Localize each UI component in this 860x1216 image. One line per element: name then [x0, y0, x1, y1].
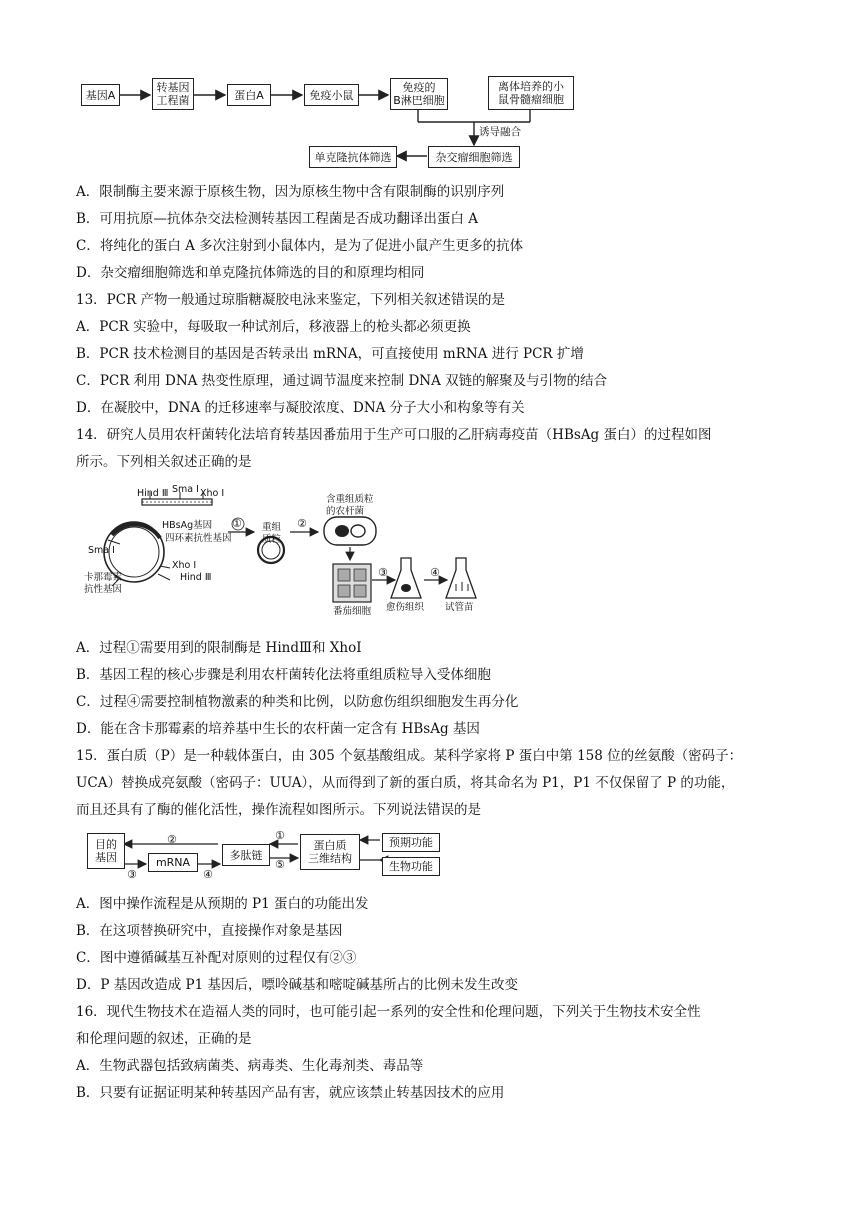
- q14-stem-2: 所示。下列相关叙述正确的是: [76, 454, 252, 470]
- polypeptide-box: 多肽链: [222, 844, 270, 866]
- q16-stem-1: 16．现代生物技术在造福人类的同时，也可能引起一系列的安全性和伦理问题，下列关于生物技术安全性: [76, 1004, 701, 1020]
- transgenic-label-1: 转基因: [156, 81, 190, 94]
- b-cell-box: [390, 78, 448, 110]
- q15-option-c: C．图中遵循碱基互补配对原则的过程仅有②③: [76, 950, 357, 966]
- xho1-b-label: Xho Ⅰ: [172, 560, 197, 571]
- q12-option-a: A．限制酶主要来源于原核生物，因为原核生物中含有限制酶的识别序列: [76, 184, 505, 200]
- q14-option-b: B．基因工程的核心步骤是利用农杆菌转化法将重组质粒导入受体细胞: [76, 667, 491, 683]
- q12-option-c: C．将纯化的蛋白 A 多次注射到小鼠体内，是为了促进小鼠产生更多的抗体: [76, 238, 524, 254]
- recomb-plasmid-label-1: 重组: [262, 522, 282, 533]
- pe-step-2: ②: [167, 833, 177, 846]
- hybridoma-screen-box: 杂交瘤细胞筛选: [428, 146, 520, 168]
- step-2: ②: [297, 517, 307, 530]
- bio-function-box: 生物功能: [382, 857, 440, 876]
- myeloma-box: [488, 76, 574, 110]
- q15-option-d: D．P 基因改造成 P1 基因后，嘌呤碱基和嘧啶碱基所占的比例未发生改变: [76, 977, 518, 993]
- agro-label-1: 含重组质粒: [326, 494, 374, 505]
- transgenic-bacteria-box: [152, 78, 194, 110]
- protein-3d-label-1: 蛋白质: [313, 839, 347, 852]
- q15-stem-3: 而且还具有了酶的催化活性，操作流程如图所示。下列说法错误的是: [76, 802, 481, 818]
- expected-function-box: 预期功能: [382, 833, 440, 852]
- kan-gene-label-1: 卡那霉素: [84, 572, 123, 583]
- pe-step-4: ④: [203, 868, 213, 881]
- myeloma-label-2: 鼠骨髓瘤细胞: [498, 93, 564, 106]
- b-cell-label-1: 免疫的: [402, 81, 436, 94]
- pe-step-5: ⑤: [275, 858, 285, 871]
- q13-option-c: C．PCR 利用 DNA 热变性原理，通过调节温度来控制 DNA 双链的解聚及与引物的结合: [76, 373, 608, 389]
- target-gene-label-2: 基因: [95, 851, 117, 864]
- myeloma-label-1: 离体培养的小: [498, 80, 564, 93]
- protein-a-box: 蛋白A: [227, 84, 271, 106]
- step-4: ④: [430, 566, 440, 579]
- gene-a-box: 基因A: [81, 84, 120, 106]
- q15-stem-1: 15．蛋白质（P）是一种载体蛋白，由 305 个氨基酸组成。某科学家将 P 蛋白中第 158 位的丝氨酸（密码子：: [76, 748, 743, 764]
- q13-stem: 13．PCR 产物一般通过琼脂糖凝胶电泳来鉴定，下列相关叙述错误的是: [76, 292, 506, 308]
- q15-option-b: B．在这项替换研究中，直接操作对象是基因: [76, 923, 343, 939]
- q13-option-b: B．PCR 技术检测目的基因是否转录出 mRNA，可直接使用 mRNA 进行 PCR 扩增: [76, 346, 584, 362]
- sma1-label: Sma Ⅰ: [172, 484, 199, 495]
- hind3-label: Hind Ⅲ: [137, 488, 169, 499]
- q15-option-a: A．图中操作流程是从预期的 P1 蛋白的功能出发: [76, 896, 369, 912]
- q13-option-a: A．PCR 实验中，每吸取一种试剂后，移液器上的枪头都必须更换: [76, 319, 471, 335]
- xho1-label: Xho Ⅰ: [200, 488, 225, 499]
- protein-3d-label-2: 三维结构: [308, 852, 352, 865]
- agro-label-2: 的农杆菌: [326, 506, 365, 517]
- target-gene-label-1: 目的: [95, 838, 117, 851]
- recomb-plasmid-label-2: 质粒: [262, 534, 282, 545]
- sma1-b-label: Sma Ⅰ: [88, 545, 115, 556]
- agro-drawing: [0, 480, 860, 630]
- plantlet-label: 试管苗: [445, 602, 474, 613]
- q16-option-b: B．只要有证据证明某种转基因产品有害，就应该禁止转基因技术的应用: [76, 1085, 505, 1101]
- q14-option-c: C．过程④需要控制植物激素的种类和比例，以防愈伤组织细胞发生再分化: [76, 694, 519, 710]
- protein-3d-box: [300, 834, 360, 870]
- pe-step-1: ①: [275, 829, 285, 842]
- immune-mouse-box: 免疫小鼠: [304, 84, 359, 106]
- hbsag-gene-label: HBsAg基因: [162, 520, 213, 531]
- q12-option-b: B．可用抗原—抗体杂交法检测转基因工程菌是否成功翻译出蛋白 A: [76, 211, 478, 227]
- induce-fusion-label: 诱导融合: [479, 126, 521, 138]
- q12-option-d: D．杂交瘤细胞筛选和单克隆抗体筛选的目的和原理均相同: [76, 265, 425, 281]
- pe-step-3: ③: [127, 868, 137, 881]
- tet-gene-label: 四环素抗性基因: [165, 533, 232, 544]
- step-1: ①: [232, 517, 242, 530]
- b-cell-label-2: B淋巴细胞: [393, 94, 445, 107]
- callus-label: 愈伤组织: [386, 602, 425, 613]
- kan-gene-label-2: 抗性基因: [84, 584, 123, 595]
- q14-option-a: A．过程①需要用到的限制酶是 HindⅢ和 XhoI: [76, 640, 362, 656]
- hind3-b-label: Hind Ⅲ: [180, 572, 212, 583]
- q16-option-a: A．生物武器包括致病菌类、病毒类、生化毒剂类、毒品等: [76, 1058, 424, 1074]
- mab-screen-box: 单克隆抗体筛选: [309, 146, 397, 168]
- step-3: ③: [378, 566, 388, 579]
- transgenic-label-2: 工程菌: [156, 94, 190, 107]
- q13-option-d: D．在凝胶中，DNA 的迁移速率与凝胶浓度、DNA 分子大小和构象等有关: [76, 400, 525, 416]
- target-gene-box: [87, 833, 125, 869]
- q14-option-d: D．能在含卡那霉素的培养基中生长的农杆菌一定含有 HBsAg 基因: [76, 721, 480, 737]
- q14-stem-1: 14．研究人员用农杆菌转化法培育转基因番茄用于生产可口服的乙肝病毒疫苗（HBsAg 蛋白）的过程如图: [76, 427, 712, 443]
- q16-stem-2: 和伦理问题的叙述，正确的是: [76, 1031, 252, 1047]
- mrna-box: mRNA: [148, 853, 198, 872]
- tomato-cell-label: 番茄细胞: [333, 606, 372, 617]
- q15-stem-2: UCA）替换成亮氨酸（密码子：UUA），从而得到了新的蛋白质，将其命名为 P1，P1 不仅保留了 P 的功能，: [76, 775, 735, 791]
